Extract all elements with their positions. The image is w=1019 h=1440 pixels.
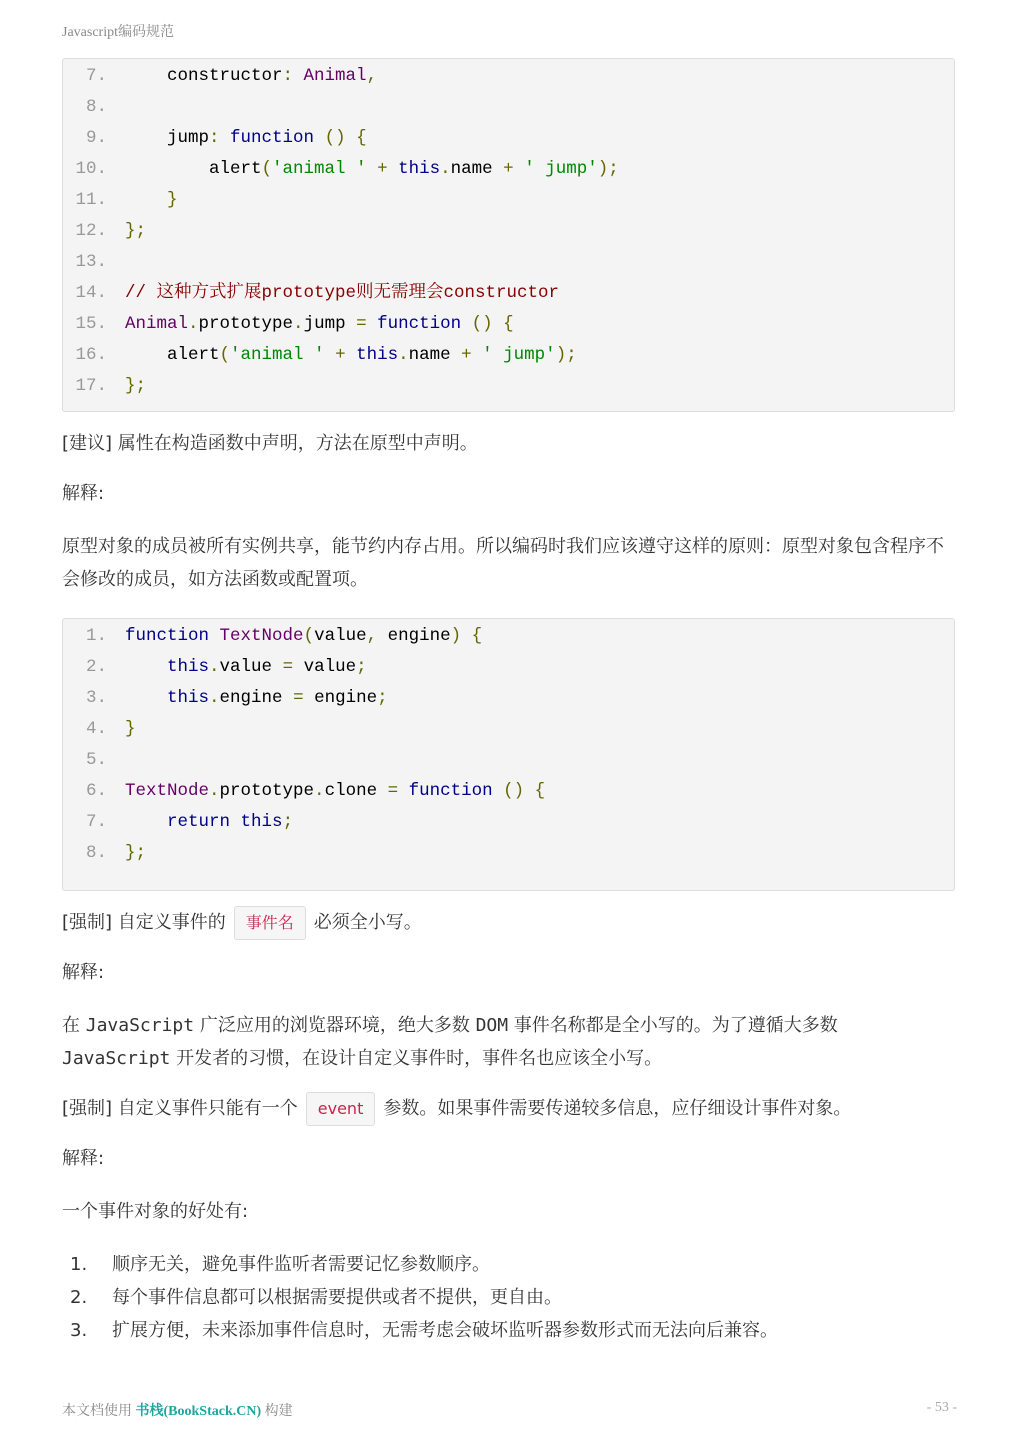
code-text: // 这种方式扩展prototype则无需理会constructor [125,283,560,303]
line-number: 1. [85,626,107,646]
line-number: 12. [75,221,107,241]
explanation-label: 解释: [62,1148,105,1169]
explanation-label: 解释: [62,483,105,504]
list-text: 每个事件信息都可以根据需要提供或者不提供，更自由。 [112,1287,562,1308]
list-number: 3. [70,1320,88,1341]
list-number: 1. [70,1254,88,1275]
text-run-mono: JavaScript [85,1015,195,1036]
line-number: 3. [85,688,107,708]
line-number: 4. [85,719,107,739]
line-number: 16. [75,345,107,365]
code-text: alert('animal ' + this.name + ' jump'); [125,159,619,179]
line-number: 7. [85,812,107,832]
line-number: 9. [85,128,107,148]
line-number: 5. [85,750,107,770]
explanation-text [62,1009,957,1075]
explanation-text: 原型对象的成员被所有实例共享，能节约内存占用。所以编码时我们应该遵守这样的原则：原型对象包含程序不会修改的成员，如方法函数或配置项。 [62,536,944,590]
list-item [70,1314,778,1347]
bookstack-link[interactable]: 书栈(BookStack.CN) [135,1404,262,1419]
list-item [70,1281,562,1314]
code-block [62,618,955,891]
text-run: 广泛应用的浏览器环境，绝大多数 [194,1015,476,1036]
code-text: }; [125,843,147,863]
code-text: }; [125,221,147,241]
line-number: 15. [75,314,107,334]
line-number: 8. [85,97,107,117]
rule-suggestion: [建议] 属性在构造函数中声明，方法在原型中声明。 [62,433,478,454]
code-text: }; [125,376,147,396]
code-text: TextNode.prototype.clone = function () { [125,781,546,801]
line-number: 11. [75,190,107,210]
code-text: alert('animal ' + this.name + ' jump'); [125,345,577,365]
list-text: 顺序无关，避免事件监听者需要记忆参数顺序。 [112,1254,490,1275]
rule-mandatory-lowercase [62,906,957,940]
line-number: 14. [75,283,107,303]
code-text: jump: function () { [125,128,367,148]
text-run-mono: JavaScript [62,1048,171,1069]
page-number: - 53 - [926,1400,957,1415]
text-run: 事件名称都是全小写的。为了遵循大多数 [508,1015,838,1036]
code-text: this.value = value; [167,657,367,677]
footer-text: 构建 [261,1404,293,1419]
line-number: 8. [85,843,107,863]
footer-credit [62,1400,293,1420]
list-number: 2. [70,1287,88,1308]
explanation-label: 解释: [62,962,105,983]
line-number: 17. [75,376,107,396]
line-number: 6. [85,781,107,801]
inline-code: 事件名 [234,906,306,940]
line-number: 13. [75,252,107,272]
code-text: } [167,190,178,210]
rule-text: [强制] 自定义事件只能有一个 [62,1098,298,1119]
explanation-text: 一个事件对象的好处有: [62,1201,249,1222]
code-text: function TextNode(value, engine) { [125,626,483,646]
rule-text: 参数。如果事件需要传递较多信息，应仔细设计事件对象。 [383,1098,852,1119]
code-text: constructor: Animal, [125,66,378,86]
code-text: Animal.prototype.jump = function () { [125,314,514,334]
text-run-mono: DOM [475,1015,509,1036]
rule-text: 必须全小写。 [313,912,422,933]
rule-text: [强制] 自定义事件的 [62,912,226,933]
code-text: this.engine = engine; [167,688,388,708]
line-number: 10. [75,159,107,179]
list-text: 扩展方便，未来添加事件信息时，无需考虑会破坏监听器参数形式而无法向后兼容。 [112,1320,778,1341]
line-number: 2. [85,657,107,677]
footer-text: 本文档使用 [62,1404,136,1419]
rule-mandatory-event-param [62,1092,957,1126]
text-run: 在 [62,1015,86,1036]
code-block [62,58,955,412]
line-number: 7. [85,66,107,86]
document-header: Javascript编码规范 [62,25,174,40]
text-run: 开发者的习惯，在设计自定义事件时，事件名也应该全小写。 [170,1048,663,1069]
list-item [70,1248,490,1281]
inline-code: event [306,1092,376,1126]
code-text: } [125,719,136,739]
code-text: return this; [167,812,294,832]
